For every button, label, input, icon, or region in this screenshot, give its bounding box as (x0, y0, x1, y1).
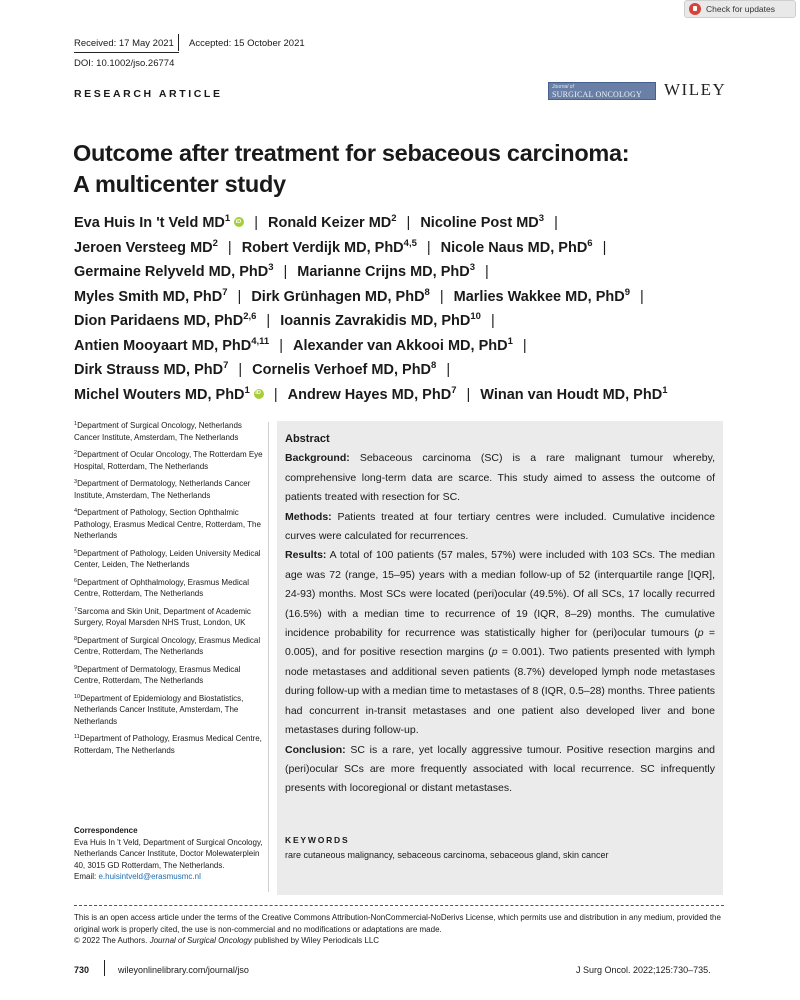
abstract-sections (285, 449, 715, 798)
journal-logo-big: SURGICAL ONCOLOGY (552, 89, 642, 99)
author-affiliation-number: 3 (268, 262, 274, 273)
author-separator: | (273, 386, 278, 403)
author[interactable] (74, 384, 264, 403)
author[interactable] (292, 335, 513, 354)
author[interactable] (251, 286, 430, 305)
author-separator: | (485, 264, 489, 280)
abstract (285, 430, 715, 799)
copyright-post: published by Wiley Periodicals LLC (254, 936, 380, 945)
author[interactable] (241, 237, 417, 256)
author-separator: | (254, 215, 258, 231)
author-separator: | (446, 362, 451, 378)
abstract-section-text: Sebaceous carcinoma (SC) is a rare malignant tumour whereby, comprehensive long-term data are scarce. This study aimed to assess the outcome of patients treated with resection for SC. (285, 452, 715, 504)
license-rule (74, 905, 724, 906)
author-line (74, 383, 754, 408)
affiliation-text: Sarcoma and Skin Unit, Department of Academic Surgery, Royal Marsden NHS Trust, London, UK (74, 606, 251, 627)
author-separator: | (640, 288, 644, 305)
author-separator: | (406, 215, 411, 231)
correspondence-heading: Correspondence (74, 826, 138, 835)
author-affiliation-number: 1 (244, 384, 250, 396)
author[interactable] (74, 362, 228, 378)
author-name: Dirk Grünhagen MD, PhD (251, 288, 425, 305)
title-line-2: A multicenter study (73, 171, 286, 197)
abstract-section-label: Conclusion: (285, 743, 346, 756)
author-separator: | (490, 313, 495, 329)
affiliation-number: 5 (74, 548, 78, 555)
affiliation-text: Department of Surgical Oncology, Erasmus Medical Centre, Rotterdam, The Netherlands (74, 635, 261, 656)
author-separator: | (426, 239, 431, 256)
author-separator: | (238, 362, 243, 378)
received-date: Received: 17 May 2021 (74, 38, 174, 49)
author-affiliation-number: 2 (212, 237, 218, 249)
orcid-icon[interactable] (234, 217, 244, 227)
abstract-section-label: Background: (285, 452, 350, 465)
copyright-line (74, 935, 726, 947)
author-list (74, 211, 754, 407)
author-separator: | (279, 337, 283, 354)
journal-logo (548, 82, 656, 100)
author-name: Marianne Crijns MD, PhD (297, 264, 470, 280)
affiliation-text: Department of Dermatology, Erasmus Medical Centre, Rotterdam, The Netherlands (74, 664, 241, 685)
author[interactable] (440, 237, 593, 256)
copyright-journal: Journal of Surgical Oncology (149, 936, 252, 945)
article-title (73, 138, 733, 200)
author[interactable] (280, 313, 481, 329)
author[interactable] (74, 286, 228, 305)
author-line (74, 358, 754, 383)
author-name: Michel Wouters MD, PhD (74, 386, 245, 403)
author[interactable] (287, 384, 457, 403)
doi: DOI: 10.1002/jso.26774 (74, 58, 175, 69)
author[interactable] (297, 264, 475, 280)
correspondence-email-line (74, 871, 269, 883)
license (74, 912, 726, 947)
affiliation (74, 733, 264, 756)
abstract-heading: Abstract (285, 433, 330, 445)
author-separator: | (227, 239, 232, 256)
author[interactable] (268, 215, 397, 231)
meta-divider (178, 34, 179, 51)
journal-logo-small: Journal of (552, 83, 574, 90)
author[interactable] (74, 264, 274, 280)
title-line-1: Outcome after treatment for sebaceous carcinoma: (73, 140, 630, 166)
author-separator: | (237, 288, 242, 305)
author-name: Ioannis Zavrakidis MD, PhD (280, 313, 471, 329)
author-name: Ronald Keizer MD (267, 215, 392, 231)
author[interactable] (74, 215, 244, 231)
author-affiliation-number: 1 (507, 335, 513, 347)
affiliation-text: Department of Surgical Oncology, Netherlands Cancer Institute, Amsterdam, The Netherlands (74, 421, 242, 442)
affiliation-number: 3 (74, 479, 78, 485)
author-affiliation-number: 7 (223, 360, 229, 371)
affiliation (74, 577, 264, 600)
author-separator: | (522, 337, 527, 354)
author-line (74, 211, 754, 236)
author-name: Jeroen Versteeg MD (74, 239, 213, 256)
author-name: Myles Smith MD, PhD (74, 288, 223, 305)
author-affiliation-number: 1 (662, 384, 668, 396)
footer-divider (104, 960, 105, 976)
citation: J Surg Oncol. 2022;125:730–735. (576, 965, 711, 975)
author-affiliation-number: 6 (587, 237, 593, 249)
copyright-pre: © 2022 The Authors. (74, 936, 148, 945)
page-number: 730 (74, 965, 90, 975)
affiliation (74, 449, 264, 472)
affiliation-text: Department of Ophthalmology, Erasmus Medical Centre, Rotterdam, The Netherlands (74, 577, 249, 598)
affiliation-text: Department of Epidemiology and Biostatistics, Netherlands Cancer Institute, Amsterdam, The Netherlands (74, 693, 244, 726)
abstract-section (285, 741, 715, 799)
author-separator: | (466, 386, 471, 403)
author[interactable] (420, 215, 544, 231)
affiliation (74, 507, 264, 542)
affiliation-number: 11 (74, 734, 80, 740)
author-separator: | (554, 215, 558, 231)
author-name: Nicoline Post MD (420, 215, 539, 231)
affiliation-text: Department of Pathology, Erasmus Medical Centre, Rotterdam, The Netherlands (74, 734, 262, 755)
abstract-section-text: A total of 100 patients (57 males, 57%) were included with 103 SCs. The median age was 72 (range, 15–95) years with a median follow-up of 52 (interquartile range [IQR], 24-93) months. Most SCs were located (peri)ocular (49.5%). Of all SCs, 17 locally recurred (16.5%) with a median time to recurrence of 19 (IQR, 8–29) months. The cumulative incidence probability for recurrence was statistically higher for (peri)ocular tumours (p = 0.005), and for positive resection margins (p = 0.001). Two patients presented with lymph node metastases and additional seven patients (8.7%) developed lymph node metastases during follow-up with a median time to metastases of 8 (IQR, 0.5–28) months. Three patients had concurrent in-transit metastases and one patient also developed liver and bone metastases during follow-up. (285, 549, 716, 737)
author[interactable] (252, 362, 436, 378)
affiliation-number: 1 (74, 421, 78, 427)
license-text: This is an open access article under the terms of the Creative Commons Attribution-NonCommercial-NoDerivs License, which permits use and distribution in any medium, provided the original work is properly cited, the use is non-commercial and no modifications or adaptations are made. (74, 913, 721, 934)
author-affiliation-number: 3 (538, 213, 545, 224)
author[interactable] (480, 384, 668, 403)
accepted-date: Accepted: 15 October 2021 (189, 38, 305, 49)
author-affiliation-number: 7 (222, 286, 228, 298)
affiliation-number: 2 (74, 450, 78, 456)
abstract-section (285, 508, 715, 547)
author-name: Dirk Strauss MD, PhD (74, 362, 224, 378)
author-line (74, 285, 754, 310)
affiliation-text: Department of Ocular Oncology, The Rotterdam Eye Hospital, Rotterdam, The Netherlands (74, 450, 263, 471)
check-for-updates-label: Check for updates (706, 4, 775, 14)
author-name: Nicole Naus MD, PhD (440, 239, 588, 256)
correspondence-body: Eva Huis In 't Veld, Department of Surgical Oncology, Netherlands Cancer Institute, Doctor Molewaterplein 40, 3015 GD Rotterdam, The Netherlands. (74, 837, 263, 870)
abstract-section-text: Patients treated at four tertiary centres were included. Cumulative incidence curves were calculated for recurrences. (285, 510, 715, 543)
affiliation-number: 6 (74, 577, 78, 584)
orcid-icon[interactable] (254, 389, 264, 399)
author[interactable] (453, 286, 631, 305)
author-name: Germaine Relyveld MD, PhD (74, 264, 269, 280)
abstract-section-label: Results: (285, 549, 327, 562)
author-name: Robert Verdijk MD, PhD (241, 239, 404, 256)
bookmark-icon (689, 3, 701, 15)
author-affiliation-number: 9 (624, 286, 631, 298)
author-name: Cornelis Verhoef MD, PhD (252, 362, 432, 378)
author-affiliation-number: 4,5 (403, 237, 417, 249)
author-separator: | (266, 313, 271, 329)
keywords-heading: KEYWORDS (285, 835, 350, 845)
author-name: Eva Huis In 't Veld MD (74, 215, 225, 231)
author-line (74, 236, 754, 261)
author[interactable] (74, 313, 256, 329)
affiliation-text: Department of Dermatology, Netherlands Cancer Institute, Amsterdam, The Netherlands (74, 479, 251, 500)
author-name: Antien Mooyaart MD, PhD (74, 337, 252, 354)
affiliation-text: Department of Pathology, Leiden University Medical Center, Leiden, The Netherlands (74, 548, 261, 569)
affiliation (74, 548, 264, 571)
author-affiliation-number: 2 (391, 213, 397, 224)
abstract-section-label: Methods: (285, 510, 332, 523)
author-separator: | (439, 288, 444, 305)
author-line (74, 334, 754, 359)
affiliation-number: 7 (74, 606, 78, 613)
meta-rule (74, 52, 179, 53)
abstract-section (285, 449, 715, 507)
author-name: Alexander van Akkooi MD, PhD (292, 337, 508, 354)
abstract-section-text: SC is a rare, yet locally aggressive tumour. Positive resection margins and (peri)ocular SCs are more frequently associated with local recurrence. SC infrequently presents with locoregional or distant metastases. (285, 743, 715, 795)
author-affiliation-number: 2,6 (243, 311, 257, 322)
author[interactable] (74, 237, 218, 256)
affiliation (74, 420, 264, 443)
affiliation (74, 478, 264, 501)
author-separator: | (602, 239, 607, 256)
author-line (74, 309, 754, 334)
journal-url[interactable]: wileyonlinelibrary.com/journal/jso (118, 965, 249, 975)
author-affiliation-number: 8 (424, 286, 430, 298)
author-name: Winan van Houdt MD, PhD (480, 386, 663, 403)
author-name: Andrew Hayes MD, PhD (287, 386, 452, 403)
author-line (74, 260, 754, 285)
author-affiliation-number: 8 (431, 360, 437, 371)
email-label: Email: (74, 872, 97, 881)
affiliation-number: 9 (74, 664, 78, 671)
author[interactable] (74, 335, 270, 354)
affiliation (74, 635, 264, 658)
affiliation (74, 693, 264, 728)
affiliations (74, 420, 264, 762)
author-affiliation-number: 3 (469, 262, 475, 273)
author-affiliation-number: 4,11 (251, 335, 270, 347)
author-name: Dion Paridaens MD, PhD (74, 313, 244, 329)
author-name: Marlies Wakkee MD, PhD (453, 288, 625, 305)
column-divider (268, 422, 269, 892)
keywords: rare cutaneous malignancy, sebaceous carcinoma, sebaceous gland, skin cancer (285, 850, 609, 860)
author-affiliation-number: 1 (224, 213, 231, 224)
publisher-logo: WILEY (664, 80, 727, 99)
article-type: RESEARCH ARTICLE (74, 88, 223, 100)
affiliation-number: 4 (74, 508, 78, 514)
affiliation-number: 10 (74, 693, 81, 700)
correspondence (74, 825, 269, 883)
affiliation (74, 606, 264, 629)
abstract-section (285, 546, 715, 740)
affiliation-number: 8 (74, 635, 78, 642)
author-affiliation-number: 7 (451, 384, 457, 396)
affiliation-text: Department of Pathology, Section Ophthalmic Pathology, Erasmus Medical Centre, Rotterdam, The Netherlands (74, 508, 261, 540)
email-link[interactable]: e.huisintveld@erasmusmc.nl (98, 872, 201, 881)
check-for-updates-badge[interactable] (684, 0, 796, 18)
author-affiliation-number: 10 (470, 311, 481, 322)
author-separator: | (283, 264, 288, 280)
affiliation (74, 664, 264, 687)
